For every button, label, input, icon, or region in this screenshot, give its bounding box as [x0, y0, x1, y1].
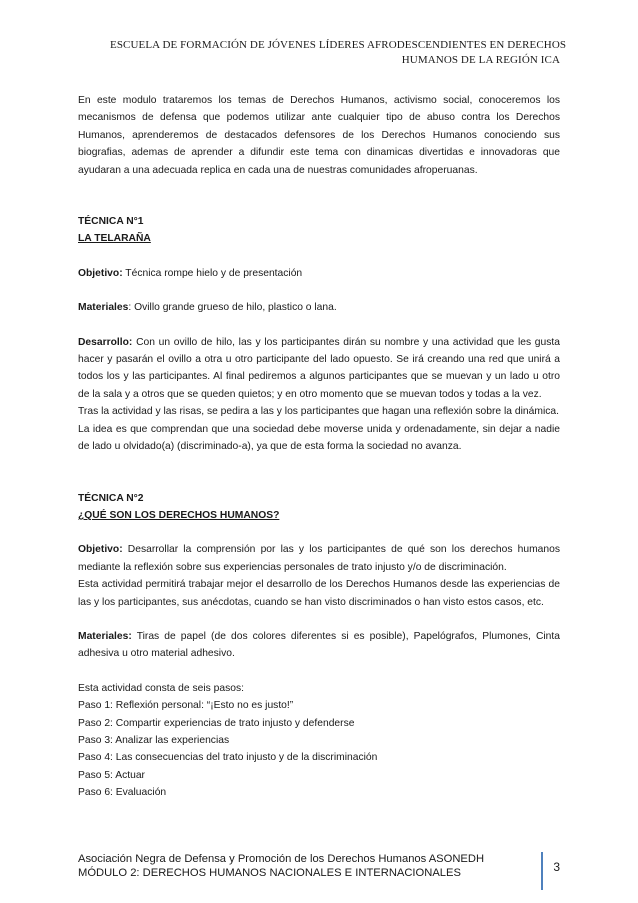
- tecnica-1-materiales: [78, 299, 560, 316]
- tecnica-1-objetivo: [78, 265, 560, 282]
- tecnica-1-number: TÉCNICA N°1: [78, 216, 144, 228]
- tecnica-2-paragraph-2: Esta actividad permitirá trabajar mejor el desarrollo de los Derechos Humanos desde las experiencias de las y los participantes, sus anécdotas, cuando se han visto discriminados o han visto estos casos, etc.: [78, 579, 560, 608]
- footer-line-2: MÓDULO 2: DERECHOS HUMANOS NACIONALES E INTERNACIONALES: [78, 867, 461, 879]
- page-number: 3: [553, 860, 560, 874]
- objetivo-label: Objetivo:: [78, 267, 123, 279]
- paso-item: Paso 2: Compartir experiencias de trato injusto y defenderse: [78, 717, 355, 729]
- tecnica-1-section: [78, 213, 560, 455]
- paso-item: Paso 4: Las consecuencias del trato injusto y de la discriminación: [78, 752, 378, 764]
- objetivo-text: Desarrollar la comprensión por las y los participantes de qué son los derechos humanos mediante la reflexión sobre sus experiencias personales de trato injusto y/o de discriminación.: [78, 544, 560, 573]
- objetivo-text: Técnica rompe hielo y de presentación: [122, 267, 303, 279]
- paso-item: Paso 1: Reflexión personal: “¡Esto no es justo!”: [78, 700, 294, 712]
- footer-line-1: Asociación Negra de Defensa y Promoción de los Derechos Humanos ASONEDH: [78, 853, 485, 865]
- tecnica-2-materiales: [78, 628, 560, 663]
- page-number-box: [541, 852, 560, 890]
- desarrollo-label: Desarrollo:: [78, 336, 133, 348]
- tecnica-2-number: TÉCNICA N°2: [78, 492, 144, 504]
- tecnica-1-paragraph-2: Tras la actividad y las risas, se pedira a las y los participantes que hagan una reflexión sobre la dinámica.: [78, 406, 559, 418]
- tecnica-2-objetivo: [78, 541, 560, 576]
- materiales-label: Materiales: [78, 302, 129, 314]
- pasos-intro: Esta actividad consta de seis pasos:: [78, 682, 244, 694]
- document-body: [78, 92, 560, 802]
- materiales-text: Tiras de papel (de dos colores diferentes si es posible), Papelógrafos, Plumones, Cinta adhesiva u otro material adhesivo.: [78, 630, 560, 660]
- page-header: [110, 38, 567, 68]
- desarrollo-text: Con un ovillo de hilo, las y los participantes dirán su nombre y una actividad que les gusta hacer y pasarán el ovillo a otra u otro participante del lado opuesto. Se irá creando una red que unirá a todos los y las participantes. Al final pediremos a algunos participantes que se muevan y un lado u otro de la sala y a otros que se queden quietos; y en otro momento que se muevan todos y todas a la vez.: [78, 336, 560, 400]
- tecnica-1-title: LA TELARAÑA: [78, 233, 151, 245]
- paso-item: Paso 3: Analizar las experiencias: [78, 734, 230, 746]
- paso-item: Paso 6: Evaluación: [78, 787, 167, 799]
- materiales-label: Materiales:: [78, 630, 132, 642]
- tecnica-2-title: ¿QUÉ SON LOS DERECHOS HUMANOS?: [78, 509, 280, 521]
- objetivo-label: Objetivo:: [78, 544, 123, 556]
- header-line-2: HUMANOS DE LA REGIÓN ICA: [401, 54, 560, 66]
- materiales-text: : Ovillo grande grueso de hilo, plastico o lana.: [128, 302, 337, 314]
- intro-paragraph: En este modulo trataremos los temas de Derechos Humanos, activismo social, conoceremos los mecanismos de defensa que podemos utilizar ante cualquier tipo de abuso contra los Derechos Humanos, aprenderemos de destacados defensores de los Derechos Humanos conociendo sus biografias, ademas de aprender a difundir este tema con dinamicas divertidas e innovadoras que ayudaran a una adecuada replica en cada una de nuestras comunidades afroperuanas.: [78, 95, 560, 176]
- tecnica-1-paragraph-3: La idea es que comprendan que una sociedad debe moverse unida y ordenadamente, sin dejar a nadie de lado u olvidado(a) (discriminado-a), ya que de esta forma la sociedad no avanza.: [78, 423, 560, 453]
- header-line-1: ESCUELA DE FORMACIÓN DE JÓVENES LÍDERES AFRODESCENDIENTES EN DERECHOS: [110, 39, 567, 51]
- tecnica-1-desarrollo: [78, 334, 560, 404]
- tecnica-2-section: [78, 490, 560, 802]
- paso-item: Paso 5: Actuar: [78, 769, 145, 781]
- page-footer: [78, 852, 560, 880]
